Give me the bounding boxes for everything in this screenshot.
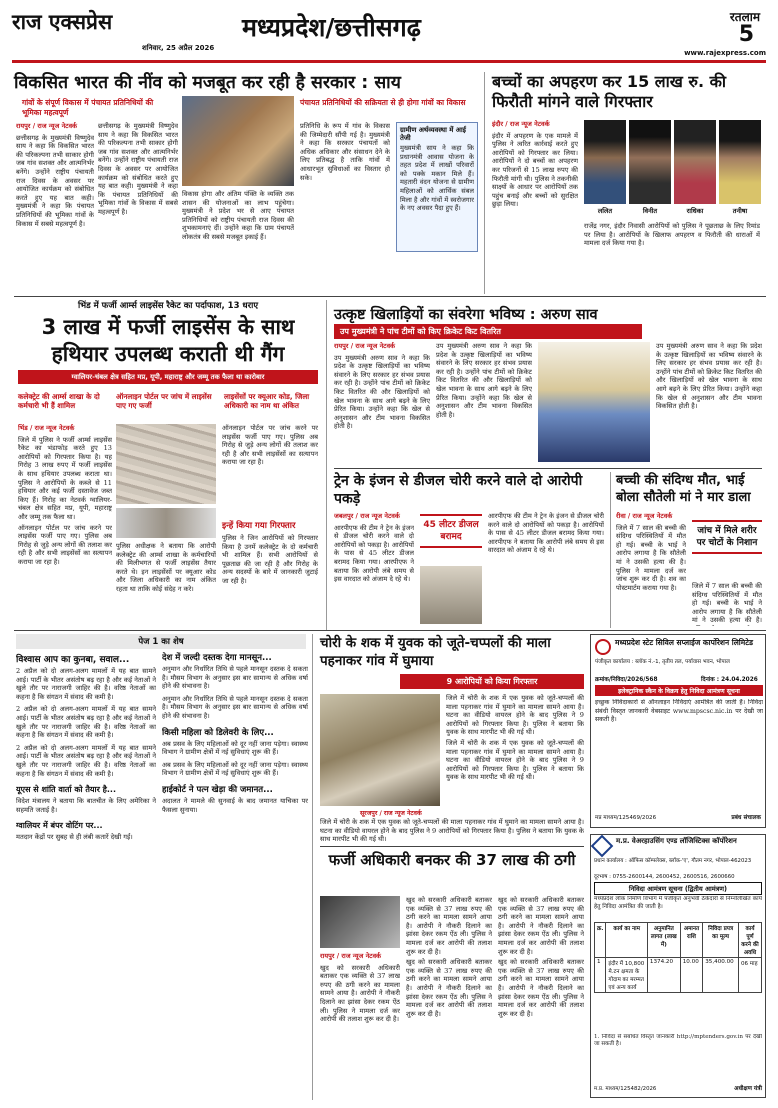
website[interactable]: www.rajexpress.com	[684, 49, 766, 57]
cont-t2b: अनुमान और निर्धारित तिथि से पहले मानसून दस्तक दे सकता है। मौसम विभाग के अनुसार इस बार सामान्य से अधिक वर्षा होने की संभावना है।	[162, 694, 308, 720]
divider-h3	[14, 630, 766, 631]
tender1	[590, 634, 766, 828]
tender2-th-0: क्र.	[595, 923, 606, 958]
tender2-table	[594, 922, 762, 993]
tender2-td-1: इंदौर में 10,800 मे.टन क्षमता के गोदाम का मरम्मत एवं अन्य कार्य	[606, 958, 647, 993]
lead-col-3	[182, 190, 294, 290]
shoes-headline: चोरी के शक में युवक को जूते-चप्पलों की माला पहनाकर गांव में घुमाया	[320, 635, 551, 669]
arms-body-a2: ऑनलाइन पोर्टल पर जांच करने पर लाइसेंस फर्जी पाए गए। पुलिस अब गिरोह से जुड़े अन्य लोगों की तलाश कर रही है और सभी लाइसेंसों का सत्यापन कराया जा रहा है।	[18, 523, 112, 566]
lead-inset	[396, 122, 478, 252]
tender2-logo-icon	[591, 835, 614, 858]
death-box: जांच में मिले शरीर पर चोटों के निशान	[692, 520, 762, 554]
tender2-td-0: 1	[595, 958, 606, 993]
arms-col-1	[18, 424, 112, 624]
train-box: 45 लीटर डीजल बरामद	[420, 514, 482, 548]
kidnap-col-1	[492, 120, 578, 292]
lead-body-b: विकास होगा और अंतिम पंक्ति के व्यक्ति तक शासन की योजनाओं का लाभ पहुंचेगा। मुख्यमंत्री ने प्रदेश भर से आए पंचायत प्रतिनिधियों को राष्ट्रीय पंचायती राज दिवस की शुभकामनाएं दीं। उन्होंने कहा कि ग्राम पंचायतें लोकतंत्र की सबसे मजबूत इकाई हैं।	[182, 190, 294, 241]
lead-sub-right: पंचायत प्रतिनिधियों की सक्रियता से ही होगा गांवों का विकास	[300, 98, 466, 107]
caption-radhika: राधिका	[686, 207, 704, 215]
cont-t3b: अब प्रसव के लिए महिलाओं को दूर नहीं जाना पड़ेगा। स्वास्थ्य विभाग ने ग्रामीण क्षेत्रों में नई सुविधाएं शुरू की हैं।	[162, 760, 308, 778]
lead-photo	[182, 96, 294, 186]
fraud-headline: फर्जी अधिकारी बनकर की 37 लाख की ठगी	[328, 851, 576, 869]
shoes-band: 9 आरोपियों को किया गिरफ्तार	[400, 674, 584, 689]
caption-lalit: ललित	[597, 207, 613, 215]
cont-t2: अनुमान और निर्धारित तिथि से पहले मानसून दस्तक दे सकता है। मौसम विभाग के अनुसार इस बार सामान्य से अधिक वर्षा होने की संभावना है।	[162, 665, 308, 691]
tender2-th-5: कार्य पूर्ण करने की अवधि	[738, 923, 761, 958]
tender1-org: मध्यप्रदेश स्टेट सिविल सप्लाईज कार्पोरेशन लिमिटेड	[615, 638, 754, 647]
fraud-dateline: रायपुर / राज न्यूज नेटवर्क	[320, 952, 382, 960]
issue-date: शनिवार, 25 अप्रैल 2026	[142, 44, 215, 52]
arms-col-2	[116, 542, 216, 626]
cont-t1c: 2 अप्रैल को दो अलग-अलग मामलों में यह बात सामने आई। पार्टी के भीतर असंतोष बढ़ रहा है और कई नेताओं ने खुले तौर पर नाराजगी जाहिर की है। वरिष्ठ नेताओं का कहना है कि संगठन में संवाद की कमी है।	[16, 743, 156, 778]
cont-h2: देश में जल्दी दस्तक देगा मानसून...	[162, 653, 272, 663]
arms-sub4: इन्हें किया गया गिरफ्तार	[222, 521, 296, 531]
cont-h1: विश्वास आप का कुनबा, सवाल...	[16, 655, 130, 665]
masthead	[12, 8, 766, 64]
cont-h4: यूएस से शांति वार्ता को तैयार है...	[16, 785, 117, 795]
photo-radhika	[674, 120, 716, 204]
cont-t4: विदेश मंत्रालय ने बताया कि बातचीत के लिए अमेरिका ने सहमति जताई है।	[16, 797, 156, 814]
continued-label: पेज 1 का शेष	[16, 634, 306, 649]
kidnap-col-2	[584, 222, 760, 292]
death-body: जिले में 7 साल की बच्ची की संदिग्ध परिस्थितियों में मौत हो गई। बच्ची के भाई ने आरोप लगाया है कि सौतेली मां ने उसकी हत्या की है। पुलिस ने मामला दर्ज कर जांच शुरू कर दी है। शव का पोस्टमार्टम कराया गया है।	[616, 523, 686, 592]
train-dateline: जबलपुर / राज न्यूज नेटवर्क	[334, 512, 400, 520]
continued-col-2	[162, 652, 308, 1098]
train-col-1	[334, 512, 414, 626]
sports-dateline: रायपुर / राज न्यूज नेटवर्क	[334, 342, 396, 350]
kidnap-photos	[584, 120, 760, 216]
sports-headline: उत्कृष्ट खिलाड़ियों का संवरेगा भविष्य : अरुण साव	[334, 307, 598, 323]
lead-dateline: रायपुर / राज न्यूज नेटवर्क	[16, 122, 78, 130]
kidnap-body2: राजेंद्र नगर, इंदौर निवासी आरोपियों को पुलिस ने पूछताछ के लिए रिमांड पर लिया है। आरोपियों के खिलाफ अपहरण व फिरौती की धाराओं में मामला दर्ज किया गया है।	[584, 222, 760, 248]
tender2-wrap	[590, 834, 766, 1098]
arms-col-3	[222, 424, 318, 516]
photo-vineet	[629, 120, 671, 204]
tender2-td-3: 10.00	[680, 958, 703, 993]
arms-body-a: जिले में पुलिस ने फर्जी आर्म्स लाइसेंस रैकेट का भंडाफोड़ करते हुए 13 आरोपियों को गिरफ्तार किया है। यह गिरोह 3 लाख रुपए में फर्जी लाइसेंस के साथ हथियार उपलब्ध कराता था। पुलिस ने आरोपियों के कब्जे से 11 हथियार और कई फर्जी दस्तावेज जब्त किए हैं। गिरोह का नेटवर्क ग्वालियर-चंबल क्षेत्र सहित मप्र, यूपी, महाराष्ट्र और जम्मू तक फैला था।	[18, 435, 112, 521]
shoes-body-b: जिले में चोरी के शक में एक युवक को जूते-चप्पलों की माला पहनाकर गांव में घुमाने का मामला सामने आया है। घटना का वीडियो वायरल होने के बाद पुलिस ने 9 आरोपियों को गिरफ्तार किया है। पुलिस ने बताया कि युवक के साथ मारपीट भी की गई थी।	[446, 738, 584, 782]
tender2-phone: दूरभाष : 0755-2600144, 2600452, 2600516, 2600660	[594, 874, 735, 880]
tender1-addr: पंजीकृत कार्यालय : ब्लॉक नं.-1, तृतीय तल, पर्यावास भवन, भोपाल	[595, 659, 730, 665]
table-row	[595, 958, 762, 993]
arms-sub1: कलेक्ट्रेट की आर्म्स शाखा के दो कर्मचारी भी हैं शामिल	[18, 392, 100, 410]
tender2-th-4: निविदा प्रपत्र का मूल्य	[703, 923, 739, 958]
photo-tanisha	[719, 120, 761, 204]
arms-col-4	[222, 534, 318, 626]
cont-t6: मतदान केंद्रों पर सुबह से ही लंबी कतारें देखी गईं।	[16, 833, 133, 842]
train-body: आरपीएफ की टीम ने ट्रेन के इंजन से डीजल चोरी करने वाले दो आरोपियों को पकड़ा है। आरोपियों के पास से 45 लीटर डीजल बरामद किया गया। आरपीएफ ने बताया कि आरोपी लंबे समय से इस वारदात को अंजाम दे रहे थे।	[334, 523, 414, 584]
arms-body-c: ऑनलाइन पोर्टल पर जांच करने पर लाइसेंस फर्जी पाए गए। पुलिस अब गिरोह से जुड़े अन्य लोगों की तलाश कर रही है और सभी लाइसेंसों का सत्यापन कराया जा रहा है।	[222, 424, 318, 467]
cont-t1b: 2 अप्रैल को दो अलग-अलग मामलों में यह बात सामने आई। पार्टी के भीतर असंतोष बढ़ रहा है और कई नेताओं ने खुले तौर पर नाराजगी जाहिर की है। वरिष्ठ नेताओं का कहना है कि संगठन में संवाद की कमी है।	[16, 705, 156, 740]
tender1-body: इच्छुक निविदाकारों से ऑनलाइन निविदाएं आमंत्रित की जाती हैं। निविदा संबंधी विस्तृत जानकारी वेबसाइट www.mpscsc.nic.in पर देखी जा सकती है।	[595, 699, 763, 724]
city-name: रतलाम	[729, 10, 760, 24]
sports-photo	[538, 342, 650, 462]
section-title: मध्यप्रदेश/छत्तीसगढ़	[242, 13, 421, 42]
train-photo	[420, 566, 482, 624]
arms-sub2: ऑनलाइन पोर्टल पर जांच में लाइसेंस पाए गए फर्जी	[116, 392, 212, 410]
cont-h6: ग्वालियर में बंपर वोटिंग पर...	[16, 821, 103, 831]
divider-death	[610, 472, 611, 628]
tender2-intro: मध्यप्रदेश लोक निर्माण विभाग में पंजीकृत अनुभवी ठेकेदारों से निम्नलिखित कार्य हेतु निविदा आमंत्रित की जाती है।	[594, 896, 762, 910]
train-col-2	[488, 512, 604, 626]
arms-headline: 3 लाख में फर्जी लाइसेंस के साथ हथियार उपलब्ध कराती थी गैंग	[41, 315, 295, 366]
cont-h5: हाईकोर्ट ने पत्न खेड़ा की जमानत...	[162, 784, 273, 795]
cont-t1: 2 अप्रैल को दो अलग-अलग मामलों में यह बात सामने आई। पार्टी के भीतर असंतोष बढ़ रहा है और कई नेताओं ने खुले तौर पर नाराजगी जाहिर की है। वरिष्ठ नेताओं का कहना है कि संगठन में संवाद की कमी है।	[16, 667, 156, 701]
shoes-caption: सूरजपुर / राज न्यूज नेटवर्क	[360, 810, 422, 817]
sports-col-2	[436, 342, 532, 462]
page-number: 5	[738, 22, 754, 47]
fraud-body-3: खुद को सरकारी अधिकारी बताकर एक व्यक्ति से 37 लाख रुपए की ठगी करने का मामला सामने आया है। आरोपी ने नौकरी दिलाने का झांसा देकर रकम ऐंठ ली। पुलिस ने मामला दर्ज कर आरोपी की तलाश शुरू कर दी है।	[406, 958, 492, 1018]
fraud-col-3	[498, 896, 584, 1098]
arms-kicker: भिंड में फर्जी आर्म्स लाइसेंस रैकेट का पर्दाफाश, 13 धराए	[77, 301, 259, 311]
paper-name: राज एक्सप्रेस	[12, 10, 113, 34]
divider-mid	[326, 300, 327, 630]
sports-band: उप मुख्यमंत्री ने पांच टीमों को किए क्रिकेट किट वितरित	[334, 324, 642, 339]
fraud-col-2	[406, 896, 492, 1098]
tender2-sign: अधीक्षण यंत्री	[734, 1086, 762, 1092]
divider-bottom	[312, 634, 313, 1100]
arms-body-d: पुलिस ने जिन आरोपियों को गिरफ्तार किया है उनमें कलेक्ट्रेट के दो कर्मचारी भी शामिल हैं। सभी आरोपियों से पूछताछ की जा रही है और गिरोह के अन्य सदस्यों के बारे में जानकारी जुटाई जा रही है।	[222, 534, 318, 585]
tender2-th-2: अनुमानित लागत (लाख में)	[647, 923, 680, 958]
lead-inset-head: ग्रामीण अर्थव्यवस्था में आई तेजी	[400, 126, 466, 142]
tender2-notes: 1. निविदा से संबंधित विस्तृत जानकारी http://mptenders.gov.in पर देखी जा सकती है।	[594, 1034, 762, 1047]
tender2-td-2: 1374.20	[647, 958, 680, 993]
cont-t3: अब प्रसव के लिए महिलाओं को दूर नहीं जाना पड़ेगा। स्वास्थ्य विभाग ने ग्रामीण क्षेत्रों में नई सुविधाएं शुरू की हैं।	[162, 739, 308, 757]
arms-sub3: लाइसेंसों पर क्यूआर कोड, जिला अधिकारी का नाम था अंकित	[224, 392, 310, 410]
shoes-body: जिले में चोरी के शक में एक युवक को जूते-चप्पलों की माला पहनाकर गांव में घुमाने का मामला सामने आया है। घटना का वीडियो वायरल होने के बाद पुलिस ने 9 आरोपियों को गिरफ्तार किया है। पुलिस ने बताया कि युवक के साथ मारपीट भी की गई थी।	[446, 694, 584, 737]
tender2-footer: म.प्र. माध्यम/125482/2026	[594, 1086, 657, 1092]
masthead-rule	[12, 60, 766, 63]
caption-vineet: विनीत	[642, 207, 658, 215]
kidnap-body: इंदौर में अपहरण के एक मामले में पुलिस ने त्वरित कार्रवाई करते हुए आरोपियों को गिरफ्तार कर लिया। आरोपियों ने दो बच्चों का अपहरण कर परिजनों से 15 लाख रुपए की फिरौती मांगी थी। पुलिस ने तकनीकी साक्ष्यों के आधार पर आरोपियों तक पहुंच बनाई और बच्चों को सुरक्षित छुड़ा लिया।	[492, 131, 578, 209]
fraud-body-5: खुद को सरकारी अधिकारी बताकर एक व्यक्ति से 37 लाख रुपए की ठगी करने का मामला सामने आया है। आरोपी ने नौकरी दिलाने का झांसा देकर रकम ऐंठ ली। पुलिस ने मामला दर्ज कर आरोपी की तलाश शुरू कर दी है।	[498, 958, 584, 1018]
photo-lalit	[584, 120, 626, 204]
tender2-band: निविदा आमंत्रण सूचना (द्वितीय आमंत्रण)	[594, 882, 762, 895]
arms-body-b: पुलिस अधीक्षक ने बताया कि आरोपी कलेक्ट्रेट की आर्म्स शाखा के कर्मचारियों की मिलीभगत से फर्जी लाइसेंस तैयार करते थे। इन लाइसेंसों पर क्यूआर कोड और जिला अधिकारी का नाम अंकित रहता था ताकि कोई संदेह न करे।	[116, 542, 216, 593]
fraud-body: खुद को सरकारी अधिकारी बताकर एक व्यक्ति से 37 लाख रुपए की ठगी करने का मामला सामने आया है। आरोपी ने नौकरी दिलाने का झांसा देकर रकम ऐंठ ली। पुलिस ने मामला दर्ज कर आरोपी की तलाश शुरू कर दी है।	[320, 963, 400, 1024]
shoes-photo	[320, 694, 440, 806]
sports-col-1	[334, 342, 430, 462]
divider-h4	[320, 846, 584, 847]
lead-col-1	[16, 122, 94, 290]
arms-photo-2	[116, 508, 216, 538]
death-col-1	[616, 512, 686, 626]
tender1-notice: क्रमांक/निविदा/2026/568	[595, 677, 658, 683]
lead-inset-body: मुख्यमंत्री साय ने कहा कि प्रधानमंत्री आवास योजना के तहत प्रदेश में लाखों परिवारों को पक्के मकान मिले हैं। महतारी वंदन योजना से ग्रामीण महिलाओं को आर्थिक संबल मिला है और गांवों में स्वरोजगार के नए अवसर पैदा हुए हैं।	[400, 144, 474, 213]
shoes-col-1	[446, 694, 584, 818]
shoes-col-2	[320, 818, 584, 844]
divider-top	[484, 72, 485, 294]
cont-h3: किसी महिला को डिलेवरी के लिए...	[162, 727, 274, 738]
lead-body-a2: छत्तीसगढ़ के मुख्यमंत्री विष्णुदेव साय ने कहा कि विकसित भारत की परिकल्पना तभी साकार होगी जब गांव सशक्त और आत्मनिर्भर बनेंगे। उन्होंने राष्ट्रीय पंचायती राज दिवस के अवसर पर आयोजित कार्यक्रम को संबोधित करते हुए यह बात कही। मुख्यमंत्री ने कहा कि पंचायत प्रतिनिधियों की भूमिका गांवों के विकास में सबसे महत्वपूर्ण है।	[98, 122, 178, 216]
cont-t5: अदालत ने मामले की सुनवाई के बाद जमानत याचिका पर फैसला सुनाया।	[162, 796, 308, 814]
tender2-td-5: 06 माह	[738, 958, 761, 993]
fraud-body-4: खुद को सरकारी अधिकारी बताकर एक व्यक्ति से 37 लाख रुपए की ठगी करने का मामला सामने आया है। आरोपी ने नौकरी दिलाने का झांसा देकर रकम ऐंठ ली। पुलिस ने मामला दर्ज कर आरोपी की तलाश शुरू कर दी है।	[498, 896, 584, 956]
tender1-footer: मप्र माध्यम/125469/2026	[595, 815, 657, 821]
lead-body-a: छत्तीसगढ़ के मुख्यमंत्री विष्णुदेव साय ने कहा कि विकसित भारत की परिकल्पना तभी साकार होगी जब गांव सशक्त और आत्मनिर्भर बनेंगे। उन्होंने राष्ट्रीय पंचायती राज दिवस के अवसर पर आयोजित कार्यक्रम को संबोधित करते हुए यह बात कही। मुख्यमंत्री ने कहा कि पंचायत प्रतिनिधियों की भूमिका गांवों के विकास में सबसे महत्वपूर्ण है।	[16, 133, 94, 228]
death-body-2: जिले में 7 साल की बच्ची की संदिग्ध परिस्थितियों में मौत हो गई। बच्ची के भाई ने आरोप लगाया है कि सौतेली मां ने उसकी हत्या की है।	[692, 582, 762, 625]
tender1-band: इलेक्ट्रानिक स्कैन के विक्रय हेतु निविदा आमंत्रण सूचना	[595, 685, 763, 696]
kidnap-dateline: इंदौर / राज न्यूज नेटवर्क	[492, 120, 550, 128]
shoes-body-c: जिले में चोरी के शक में एक युवक को जूते-चप्पलों की माला पहनाकर गांव में घुमाने का मामला सामने आया है। घटना का वीडियो वायरल होने के बाद पुलिस ने 9 आरोपियों को गिरफ्तार किया है। पुलिस ने बताया कि युवक के साथ मारपीट भी की गई थी।	[320, 818, 584, 844]
train-body-2: आरपीएफ की टीम ने ट्रेन के इंजन से डीजल चोरी करने वाले दो आरोपियों को पकड़ा है। आरोपियों के पास से 45 लीटर डीजल बरामद किया गया। आरपीएफ ने बताया कि आरोपी लंबे समय से इस वारदात को अंजाम दे रहे थे।	[488, 512, 604, 555]
divider-h2	[334, 468, 762, 469]
death-headline: बच्ची की संदिग्ध मौत, भाई बोला सौतेली मां ने मार डाला	[616, 473, 751, 505]
sports-col-3	[656, 342, 762, 462]
lead-col-2	[98, 122, 178, 290]
death-dateline: रीवा / राज न्यूज नेटवर्क	[616, 512, 673, 520]
arms-photo-1	[116, 424, 216, 504]
tender2-td-4: 35,400.00	[703, 958, 739, 993]
lead-col-4	[300, 122, 390, 290]
tender1-date: दिनांक : 24.04.2026	[701, 677, 758, 683]
tender2-header-row	[595, 923, 762, 958]
fraud-col-1	[320, 952, 400, 1098]
tender2-th-3: अमानत राशि	[680, 923, 703, 958]
lead-body-c: प्रतिनिधि के रूप में गांव के विकास की जिम्मेदारी सौंपी गई है। मुख्यमंत्री ने कहा कि सरकार पंचायतों को अधिक अधिकार और संसाधन देने के लिए प्रतिबद्ध है ताकि गांवों में आधारभूत सुविधाओं का विस्तार हो सके।	[300, 122, 390, 182]
fraud-photo	[320, 896, 400, 948]
fraud-body-2: खुद को सरकारी अधिकारी बताकर एक व्यक्ति से 37 लाख रुपए की ठगी करने का मामला सामने आया है। आरोपी ने नौकरी दिलाने का झांसा देकर रकम ऐंठ ली। पुलिस ने मामला दर्ज कर आरोपी की तलाश शुरू कर दी है।	[406, 896, 492, 956]
tender2-org: म.प्र. वेअरहाउसिंग एण्ड लॉजिस्टिक्स कॉर्पोरेशन	[616, 837, 737, 845]
death-col-2	[692, 582, 762, 626]
tender1-logo-icon	[595, 639, 611, 655]
tender2-addr: प्रधान कार्यालय : ऑफिस कॉम्पलेक्स, ब्लॉक-'ए', गौतम नगर, भोपाल-462023	[594, 858, 752, 864]
tender2-table-wrap	[594, 922, 762, 993]
continued-col-1	[16, 652, 156, 1098]
divider-h1	[14, 296, 766, 297]
tender2-th-1: कार्य का नाम	[606, 923, 647, 958]
train-headline: ट्रेन के इंजन से डीजल चोरी करने वाले दो आरोपी पकड़े	[334, 473, 583, 507]
kidnap-headline: बच्चों का अपहरण कर 15 लाख रु. की फिरौती मांगने वाले गिरफ्तार	[492, 72, 727, 111]
arms-band: ग्वालियर-चंबल क्षेत्र सहित मप्र, यूपी, महाराष्ट्र और जम्मू तक फैला था कारोबार	[18, 370, 318, 384]
caption-tanisha: तनीषा	[732, 207, 748, 215]
sports-body: उप मुख्यमंत्री अरुण साव ने कहा कि प्रदेश के उत्कृष्ट खिलाड़ियों का भविष्य संवारने के लिए सरकार हर संभव प्रयास कर रही है। उन्होंने पांच टीमों को क्रिकेट किट वितरित की और खिलाड़ियों को खेल भावना के साथ आगे बढ़ने के लिए प्रेरित किया। उन्होंने कहा कि खेल से अनुशासन और टीम भावना विकसित होती है।	[334, 353, 430, 431]
lead-sub-left: गांवों के संपूर्ण विकास में पंचायत प्रतिनिधियों की भूमिका महत्वपूर्ण	[22, 98, 154, 117]
sports-body-2: उप मुख्यमंत्री अरुण साव ने कहा कि प्रदेश के उत्कृष्ट खिलाड़ियों का भविष्य संवारने के लिए सरकार हर संभव प्रयास कर रही है। उन्होंने पांच टीमों को क्रिकेट किट वितरित की और खिलाड़ियों को खेल भावना के साथ आगे बढ़ने के लिए प्रेरित किया। उन्होंने कहा कि खेल से अनुशासन और टीम भावना विकसित होती है।	[436, 342, 532, 419]
tender1-sign: प्रबंध संचालक	[731, 815, 761, 821]
sports-body-3: उप मुख्यमंत्री अरुण साव ने कहा कि प्रदेश के उत्कृष्ट खिलाड़ियों का भविष्य संवारने के लिए सरकार हर संभव प्रयास कर रही है। उन्होंने पांच टीमों को क्रिकेट किट वितरित की और खिलाड़ियों को खेल भावना के साथ आगे बढ़ने के लिए प्रेरित किया। उन्होंने कहा कि खेल से अनुशासन और टीम भावना विकसित होती है।	[656, 342, 762, 411]
arms-dateline: भिंड / राज न्यूज नेटवर्क	[18, 424, 75, 432]
lead-headline: विकसित भारत की नींव को मजबूत कर रही है सरकार : साय	[14, 73, 401, 93]
